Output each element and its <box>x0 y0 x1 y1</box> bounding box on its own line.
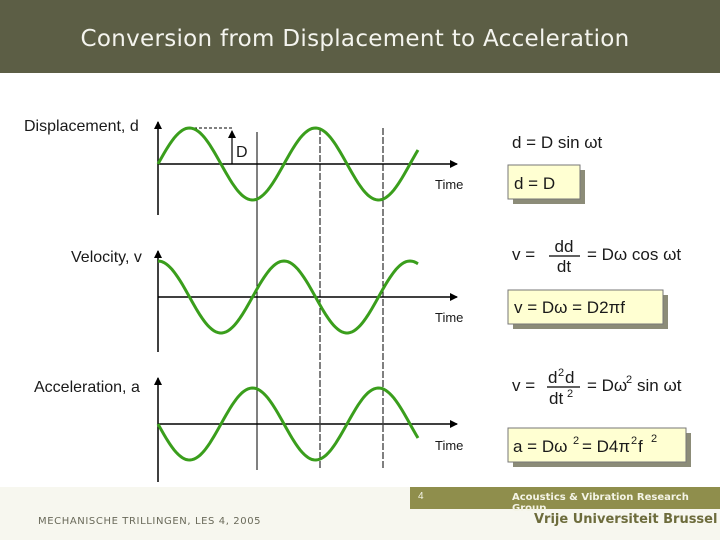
velocity-label: Velocity, v <box>71 249 142 266</box>
velocity-amplitude: v = Dω = D2πf <box>514 298 625 317</box>
amplitude-label: D <box>236 144 248 161</box>
svg-text:= Dω: = Dω <box>587 376 628 395</box>
displacement-equation: d = D sin ωt <box>512 133 603 152</box>
velocity-time-label: Time <box>435 310 464 325</box>
university-name: Vrije Universiteit Brussel <box>534 512 718 527</box>
research-group: Acoustics & Vibration Research Group <box>512 492 689 514</box>
svg-text:d: d <box>548 368 558 387</box>
svg-text:f: f <box>638 437 643 456</box>
svg-text:= D4π: = D4π <box>582 437 631 456</box>
velocity-eq-numerator: dd <box>554 237 574 256</box>
velocity-eq-lhs: v = <box>512 245 536 264</box>
svg-text:sin ωt: sin ωt <box>637 376 682 395</box>
acceleration-eq-rhs <box>587 374 682 395</box>
svg-text:2: 2 <box>626 374 633 386</box>
velocity-eq-denominator: dt <box>556 257 572 276</box>
acceleration-eq-lhs: v = <box>512 376 536 395</box>
svg-text:2: 2 <box>651 433 658 445</box>
acceleration-label: Acceleration, a <box>34 379 140 396</box>
displacement-time-label: Time <box>435 177 464 192</box>
acceleration-eq-numerator <box>548 367 574 387</box>
svg-text:d: d <box>565 368 575 387</box>
slide-number: 4 <box>418 491 424 502</box>
svg-text:2: 2 <box>558 367 565 379</box>
velocity-eq-rhs: = Dω cos ωt <box>587 245 682 264</box>
svg-text:2: 2 <box>631 435 638 447</box>
displacement-amplitude: d = D <box>514 174 556 193</box>
acceleration-eq-denominator <box>549 388 573 408</box>
course-label: MECHANISCHE TRILLINGEN, LES 4, 2005 <box>38 516 262 527</box>
displacement-label: Displacement, d <box>24 118 139 135</box>
svg-text:2: 2 <box>573 435 580 447</box>
acceleration-time-label: Time <box>435 438 464 453</box>
svg-text:dt: dt <box>549 389 564 408</box>
svg-text:a = Dω: a = Dω <box>513 437 568 456</box>
svg-text:2: 2 <box>567 388 574 400</box>
slide-title: Conversion from Displacement to Acceleration <box>80 26 630 52</box>
